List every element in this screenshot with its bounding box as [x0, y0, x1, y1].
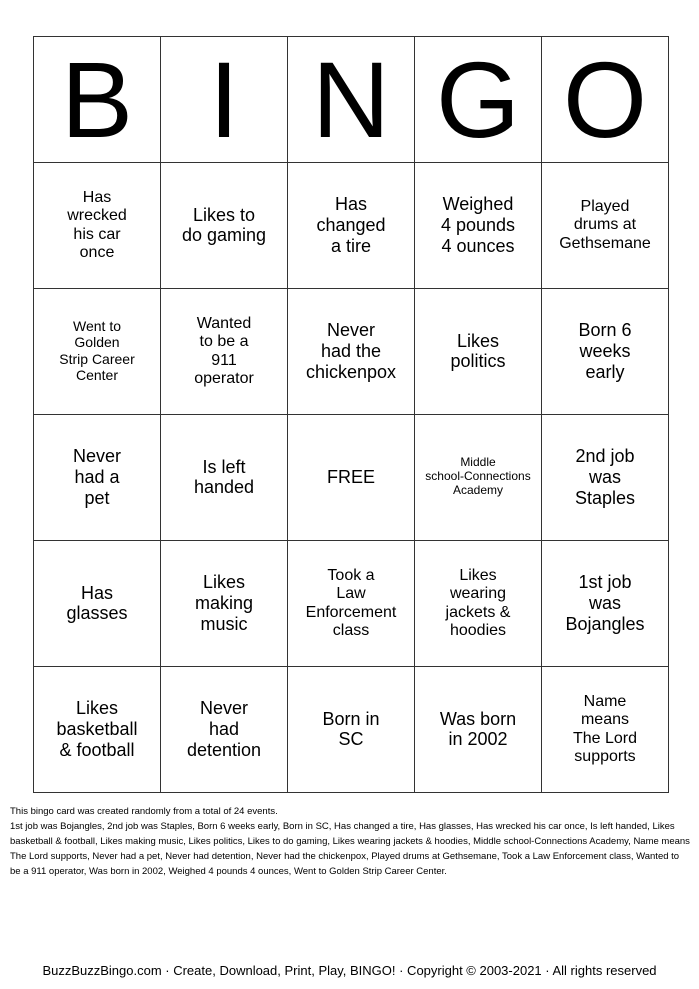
bingo-cell-text: Never had the chickenpox [305, 320, 397, 382]
bingo-cell-text: Born in SC [322, 708, 380, 750]
bingo-cell-text: 2nd job was Staples [574, 446, 636, 508]
bingo-cell [415, 667, 542, 793]
bingo-cell-text: Wanted to be a 911 operator [194, 314, 254, 387]
bingo-cell-text: Likes basketball & football [56, 698, 138, 760]
bingo-cell-text: Never had a pet [72, 446, 121, 508]
card-description [10, 804, 690, 879]
bingo-cell [34, 289, 161, 415]
bingo-cell [34, 163, 161, 289]
bingo-cell [161, 163, 288, 289]
bingo-cell-text: Has glasses [66, 582, 128, 624]
bingo-cell-text: Is left handed [193, 456, 255, 498]
bingo-cell-text: Name means The Lord supports [572, 692, 638, 765]
bingo-cell [415, 415, 542, 541]
header-letter-g: G [415, 37, 542, 163]
bingo-cell [161, 289, 288, 415]
header-letter-b: B [34, 37, 161, 163]
bingo-cell [34, 415, 161, 541]
bingo-row [34, 289, 669, 415]
bingo-cell [288, 163, 415, 289]
bingo-cell [288, 289, 415, 415]
bingo-cell [161, 667, 288, 793]
bingo-cell [542, 541, 669, 667]
bingo-cell [415, 289, 542, 415]
bingo-cell-text: Likes wearing jackets & hoodies [445, 566, 511, 639]
bingo-row [34, 415, 669, 541]
bingo-cell [542, 289, 669, 415]
bingo-row [34, 541, 669, 667]
bingo-cell-text: Has changed a tire [316, 194, 386, 256]
bingo-cell-text: Likes to do gaming [181, 204, 267, 246]
bingo-card [33, 36, 669, 793]
header-letter-o: O [542, 37, 669, 163]
bingo-cell [542, 415, 669, 541]
bingo-cell [34, 541, 161, 667]
bingo-row [34, 163, 669, 289]
bingo-cell-text: 1st job was Bojangles [565, 572, 645, 634]
bingo-cell [288, 541, 415, 667]
bingo-cell-text: Weighed 4 pounds 4 ounces [440, 194, 516, 256]
bingo-cell-text: Took a Law Enforcement class [305, 566, 397, 639]
bingo-cell-text: Never had detention [186, 698, 262, 760]
bingo-row [34, 667, 669, 793]
bingo-cell-text: FREE [326, 467, 375, 487]
bingo-cell [415, 541, 542, 667]
bingo-cell-text: Likes politics [450, 330, 506, 372]
bingo-cell [542, 667, 669, 793]
bingo-cell-text: Went to Golden Strip Career Center [59, 318, 135, 383]
header-row [34, 37, 669, 163]
bingo-cell-text: Middle school-Connections Academy [425, 455, 531, 497]
bingo-cell [161, 541, 288, 667]
bingo-cell [542, 163, 669, 289]
bingo-cell-text: Likes making music [194, 572, 254, 634]
bingo-cell [34, 667, 161, 793]
bingo-cell-text: Played drums at Gethsemane [559, 197, 651, 252]
bingo-cell-text: Was born in 2002 [439, 708, 517, 750]
copyright-footer: BuzzBuzzBingo.com · Create, Download, Print, Play, BINGO! · Copyright © 2003-2021 · All rights reserved [42, 963, 657, 978]
bingo-cell [288, 667, 415, 793]
bingo-cell-text: Has wrecked his car once [67, 188, 127, 261]
events-total-note: This bingo card was created randomly from a total of 24 events. [10, 806, 278, 817]
events-list: 1st job was Bojangles, 2nd job was Staples, Born 6 weeks early, Born in SC, Has changed a tire, Has glasses, Has wrecked his car once, Is left handed, Likes basketball & football, Likes making music, Likes politics, Likes to do gaming, Likes wearing jackets & hoodies, Middle school-Connections Academy, Name means The Lord supports, Never had a pet, Never had detention, Never had the chickenpox, Played drums at Gethsemane, Took a Law Enforcement class, Wanted to be a 911 operator, Was born in 2002, Weighed 4 pounds 4 ounces, Went to Golden Strip Career Center. [10, 821, 690, 877]
bingo-cell [161, 415, 288, 541]
header-letter-i: I [161, 37, 288, 163]
free-space-cell [288, 415, 415, 541]
bingo-cell [415, 163, 542, 289]
bingo-cell-text: Born 6 weeks early [578, 320, 632, 382]
header-letter-n: N [288, 37, 415, 163]
